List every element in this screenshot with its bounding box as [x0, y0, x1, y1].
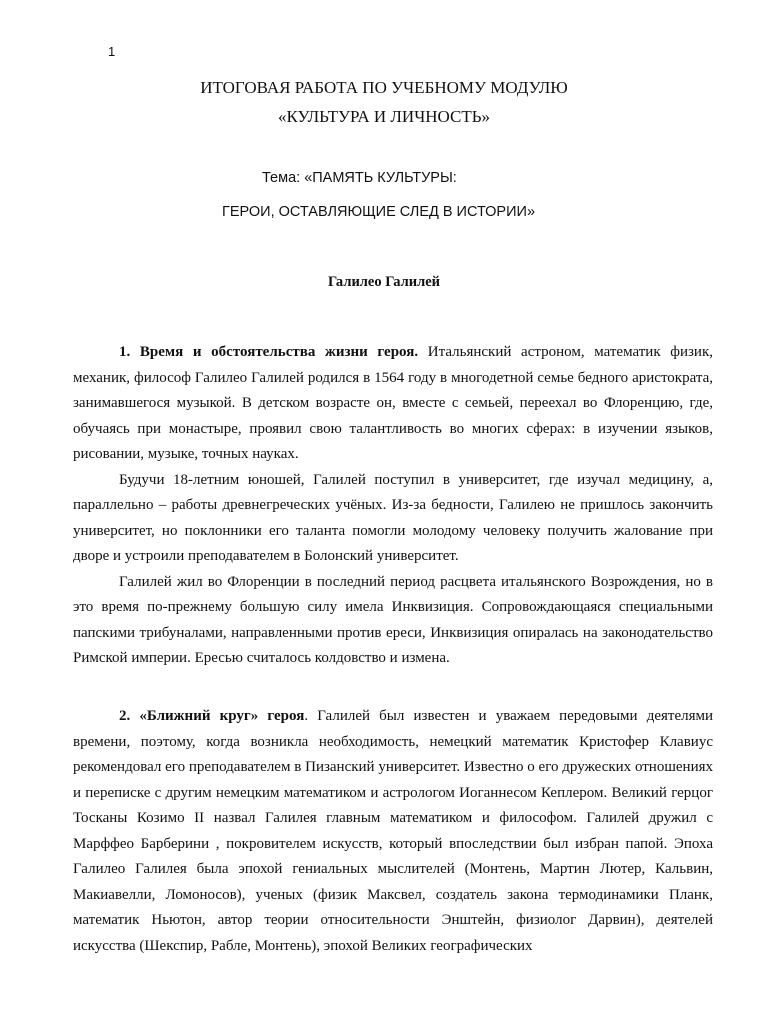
- section-2-paragraph-1: [73, 704, 713, 959]
- section-2-heading: 2. «Ближний круг» героя: [119, 708, 305, 724]
- section-1-paragraph-3: Галилей жил во Флоренции в последний период расцвета итальянского Возрождения, но в это время по-прежнему большую силу имела Инквизиция. Сопровождающаяся специальными папскими трибуналами, направленными против ереси, Инквизиция опиралась на законодательство Римской империи. Ересью считалось колдовство и измена.: [73, 573, 713, 666]
- document-title-line-1: ИТОГОВАЯ РАБОТА ПО УЧЕБНОМУ МОДУЛЮ: [200, 78, 568, 97]
- section-2-text-1: . Галилей был известен и уважаем передовыми деятелями времени, поэтому, когда возникла необходимость, немецкий математик Кристофер Клавиус рекомендовал его преподавателем в Пизанский университет. Известно о его дружеских отношениях и переписке с другим немецким математиком и астрологом Иоганнесом Кеплером. Великий герцог Тосканы Козимо II назвал Галилея главным математиком и философом. Галилей дружил с Марффео Барберини , покровителем искусств, который впоследствии был избран папой. Эпоха Галилео Галилея была эпохой гениальных мыслителей (Монтень, Мартин Лютер, Кальвин, Макиавелли, Ломоносов), ученых (физик Максвел, создатель закона термодинамики Планк, математик Ньютон, автор теории относительности Энштейн, физиолог Дарвин), деятелей искусства (Шекспир, Рабле, Монтень), эпохой Великих географических: [73, 708, 714, 954]
- section-1-heading: 1. Время и обстоятельства жизни героя.: [119, 344, 419, 360]
- hero-name-heading: Галилео Галилей: [327, 274, 440, 290]
- document-title-line-2: «КУЛЬТУРА И ЛИЧНОСТЬ»: [278, 107, 490, 126]
- page-number: 1: [108, 44, 116, 59]
- section-1-text-1: Итальянский астроном, математик физик, механик, философ Галилео Галилей родился в 1564 году в многодетной семье бедного аристократа, занимавшегося музыкой. В детском возрасте он, вместе с семьей, переехал во Флоренцию, где, обучаясь при монастыре, проявил свою талантливость во многих сферах: в изучении языков, рисовании, музыке, точных науках.: [73, 344, 713, 462]
- section-2: [73, 704, 713, 959]
- theme-line-2: ГЕРОИ, ОСТАВЛЯЮЩИЕ СЛЕД В ИСТОРИИ»: [222, 204, 536, 220]
- section-1-paragraph-2: Будучи 18-летним юношей, Галилей поступил в университет, где изучал медицину, а, параллельно – работы древнегреческих учёных. Из-за бедности, Галилею не пришлось закончить университет, но поклонники его таланта помогли молодому человеку получить жалование при дворе и устроили преподавателем в Болонский университет.: [73, 471, 713, 564]
- theme-line-1: Тема: «ПАМЯТЬ КУЛЬТУРЫ:: [262, 170, 457, 186]
- section-1-paragraph-1: [73, 340, 713, 468]
- section-1: [73, 340, 713, 672]
